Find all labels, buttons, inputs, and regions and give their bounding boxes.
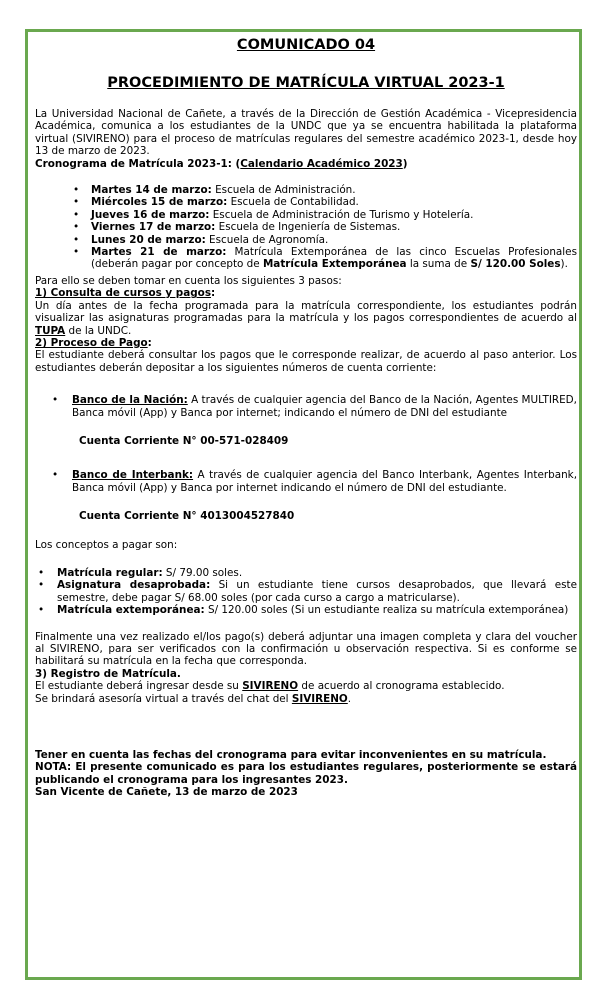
cronograma-label: Cronograma de Matrícula 2023-1: ( bbox=[35, 157, 241, 170]
concept-text: S/ 120.00 soles (Si un estudiante realiza su matrícula extemporánea) bbox=[204, 604, 569, 617]
step1-text bbox=[35, 300, 577, 337]
document-subtitle: PROCEDIMIENTO DE MATRÍCULA VIRTUAL 2023-1 bbox=[107, 75, 505, 91]
sivireno-chat-link[interactable]: SIVIRENO bbox=[291, 692, 348, 705]
step1-heading: 1) Consulta de cursos y pagos bbox=[35, 287, 212, 300]
schedule-day: Viernes 17 de marzo: bbox=[91, 221, 216, 234]
concept-text: Si un estudiante tiene cursos desaprobados, que llevará este semestre, debe pagar S/ 68.00 soles (por cada curso a cargo a matricularse). bbox=[57, 579, 577, 604]
concept-label: Asignatura desaprobada: bbox=[57, 579, 211, 592]
schedule-bold: Matrícula Extemporánea bbox=[262, 258, 407, 271]
schedule-day: Lunes 20 de marzo: bbox=[91, 233, 206, 246]
schedule-text: ). bbox=[560, 258, 568, 271]
step2-text: El estudiante deberá consultar los pagos que le corresponde realizar, de acuerdo al paso anterior. Los estudiantes deberán depositar a los siguientes números de cuenta corriente: bbox=[35, 349, 577, 374]
schedule-item bbox=[35, 234, 577, 246]
schedule-day: Martes 14 de marzo: bbox=[91, 184, 212, 197]
schedule-text: la suma de bbox=[406, 258, 471, 271]
bank-list bbox=[35, 394, 577, 419]
step2-colon: : bbox=[147, 336, 152, 349]
step3-text bbox=[35, 680, 577, 692]
bank-text: A través de cualquier agencia del Banco Interbank, Agentes Interbank, Banca móvil (App) y Banca por internet indicando el número de DNI del estudiante. bbox=[72, 469, 577, 494]
concept-label: Matrícula regular: bbox=[57, 566, 163, 579]
schedule-item bbox=[35, 184, 577, 196]
step1-text-a: Un día antes de la fecha programada para la matrícula correspondiente, los estudiantes podrán visualizar las asignaturas programadas para la matrícula y los pagos correspondientes de acuerdo al bbox=[35, 299, 577, 325]
calendario-link[interactable]: Calendario Académico 2023 bbox=[240, 157, 403, 170]
schedule-text: Escuela de Administración de Turismo y Hotelería. bbox=[209, 208, 474, 221]
schedule-list bbox=[35, 184, 577, 271]
step1-text-b: de la UNDC. bbox=[65, 324, 132, 337]
footer-place-date: San Vicente de Cañete, 13 de marzo de 2023 bbox=[35, 786, 298, 799]
footer-note: Tener en cuenta las fechas del cronograma para evitar inconvenientes en su matrícula. bbox=[35, 749, 547, 762]
bank-item-interbank bbox=[35, 469, 577, 494]
step3-heading: 3) Registro de Matrícula. bbox=[35, 667, 181, 680]
step3-text-c: Se brindará asesoría virtual a través del chat del bbox=[35, 692, 292, 705]
step2-heading-line bbox=[35, 337, 577, 349]
step2-heading: 2) Proceso de Pago bbox=[35, 336, 148, 349]
document-title: COMUNICADO 04 bbox=[236, 37, 376, 53]
schedule-item-extemporanea bbox=[35, 246, 577, 271]
bank-text: A través de cualquier agencia del Banco de la Nación, Agentes MULTIRED, Banca móvil (App) y Banca por internet; indicando el número de DNI del estudiante bbox=[72, 394, 577, 419]
intro-paragraph: La Universidad Nacional de Cañete, a través de la Dirección de Gestión Académica - Vicepresidencia Académica, comunica a los estudiantes de la UNDC que ya se encuentra habilitada la plataforma virtual (SIVIRENO) para el proceso de matrículas regulares del semestre académico 2023-1, desde hoy 13 de marzo de 2023. bbox=[35, 108, 577, 158]
schedule-item bbox=[35, 209, 577, 221]
schedule-amount: S/ 120.00 Soles bbox=[470, 258, 561, 271]
bank-account-nacion: Cuenta Corriente N° 00-571-028409 bbox=[79, 434, 289, 447]
schedule-text: Escuela de Agronomía. bbox=[205, 233, 329, 246]
cronograma-line bbox=[35, 158, 577, 170]
schedule-day: Jueves 16 de marzo: bbox=[91, 208, 210, 221]
concepts-intro: Los conceptos a pagar son: bbox=[35, 538, 178, 551]
concept-text: S/ 79.00 soles. bbox=[162, 566, 243, 579]
concept-item bbox=[35, 567, 577, 579]
footer-nota: NOTA: El presente comunicado es para los estudiantes regulares, posteriormente se estará publicando el cronograma para los ingresantes 2023. bbox=[35, 761, 577, 786]
schedule-text: Escuela de Ingeniería de Sistemas. bbox=[215, 221, 401, 234]
cronograma-close: ) bbox=[402, 157, 408, 170]
sivireno-link[interactable]: SIVIRENO bbox=[242, 680, 299, 693]
schedule-text: Escuela de Contabilidad. bbox=[227, 196, 359, 209]
document-body bbox=[35, 36, 577, 799]
tupa-link[interactable]: TUPA bbox=[35, 324, 66, 337]
schedule-text: Matrícula Extemporánea de las cinco Escuelas Profesionales (deberán pagar por concepto de bbox=[91, 246, 577, 271]
schedule-day: Miércoles 15 de marzo: bbox=[91, 196, 228, 209]
step3-text-a: El estudiante deberá ingresar desde su bbox=[35, 680, 243, 693]
schedule-text: Escuela de Administración. bbox=[211, 184, 356, 197]
bank-list bbox=[35, 469, 577, 494]
schedule-item bbox=[35, 196, 577, 208]
concept-label: Matrícula extemporánea: bbox=[57, 604, 205, 617]
final-paragraph: Finalmente una vez realizado el/los pago(s) deberá adjuntar una imagen completa y clara del voucher al SIVIRENO, para ser verificados con la confirmación u observación respectiva. Si es conforme se habilitará su matrícula en la fecha que corresponda. bbox=[35, 630, 577, 668]
concept-item bbox=[35, 604, 577, 616]
step1-colon: : bbox=[211, 287, 216, 300]
pasos-intro: Para ello se deben tomar en cuenta los siguientes 3 pasos: bbox=[35, 274, 342, 287]
step1-heading-line bbox=[35, 287, 577, 299]
step3-support bbox=[35, 693, 577, 705]
step3-text-d: . bbox=[347, 692, 352, 705]
bank-item-nacion bbox=[35, 394, 577, 419]
concept-item bbox=[35, 579, 577, 604]
bank-name: Banco de la Nación: bbox=[72, 394, 188, 407]
schedule-item bbox=[35, 221, 577, 233]
step3-text-b: de acuerdo al cronograma establecido. bbox=[298, 680, 505, 693]
concepts-list bbox=[35, 567, 577, 617]
schedule-day: Martes 21 de marzo: bbox=[91, 246, 227, 259]
bank-account-interbank: Cuenta Corriente N° 4013004527840 bbox=[79, 510, 295, 523]
bank-name: Banco de Interbank: bbox=[72, 469, 194, 482]
